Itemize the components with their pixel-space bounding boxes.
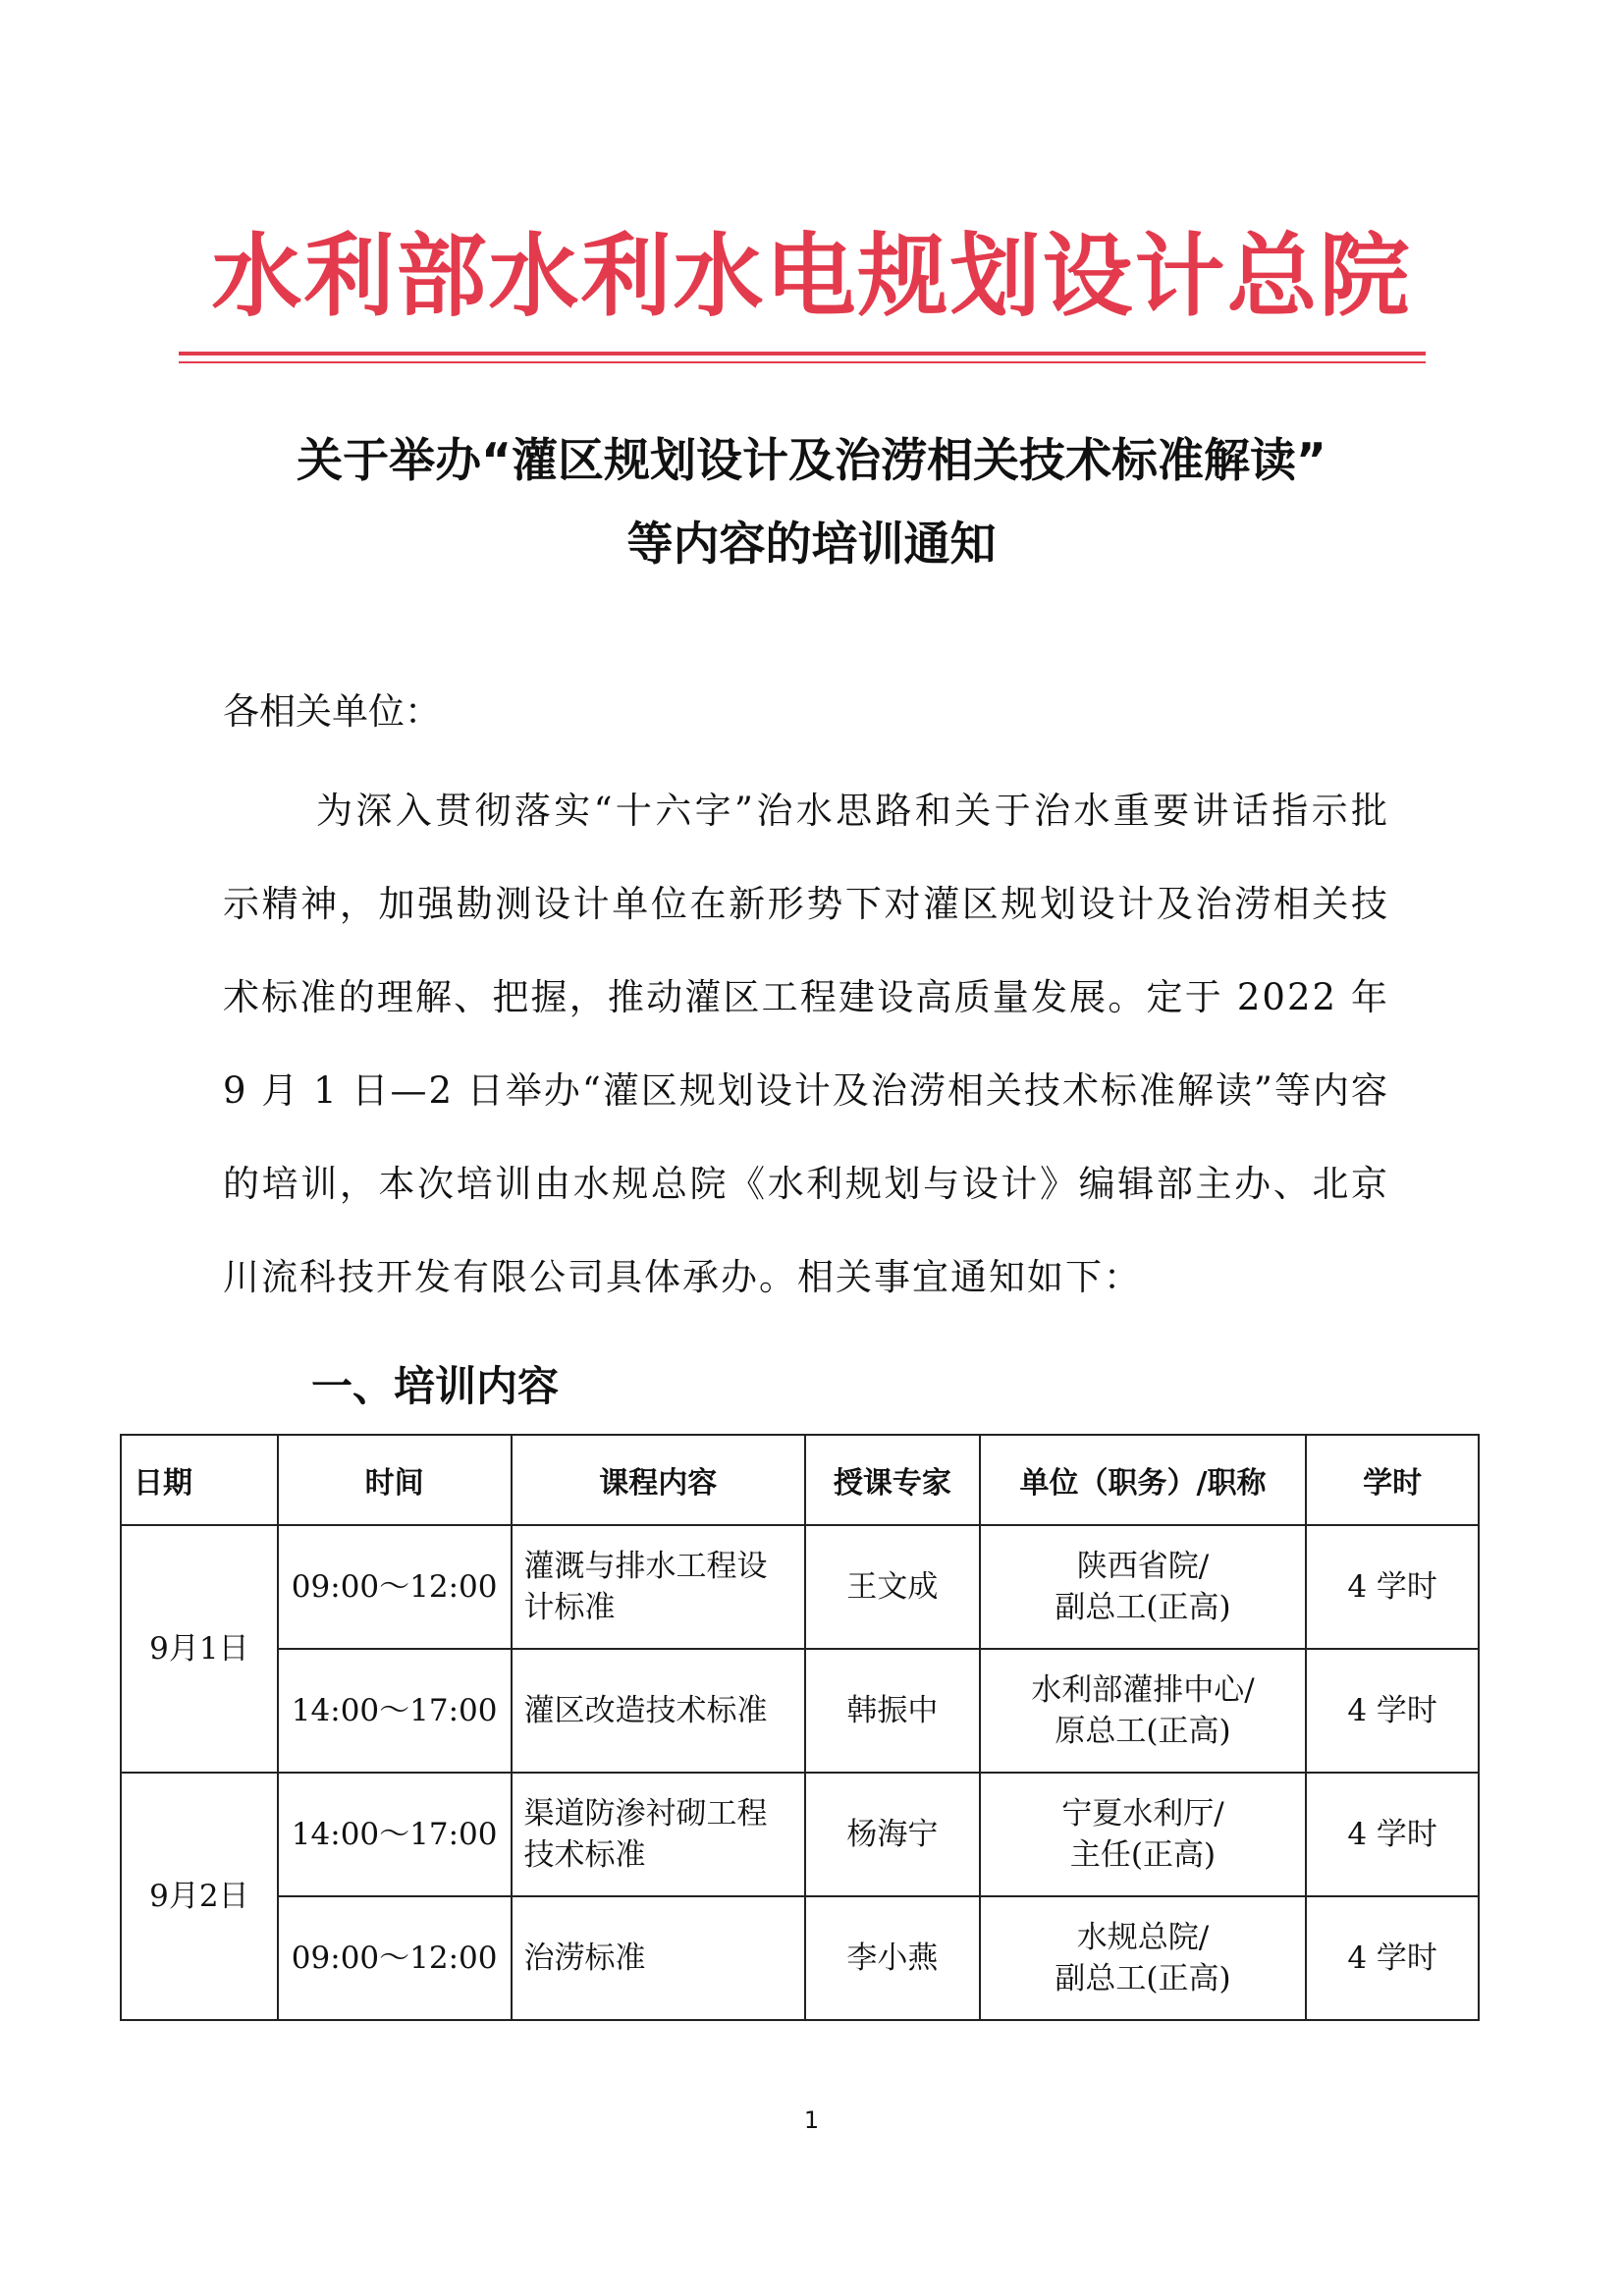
unit-line: 陕西省院/	[1076, 1549, 1210, 1584]
header-time: 时间	[278, 1435, 512, 1525]
content-cell: 灌区改造技术标准	[512, 1649, 805, 1773]
table-row	[121, 1649, 1479, 1773]
content-cell: 灌溉与排水工程设计标准	[512, 1525, 805, 1649]
table-row	[121, 1525, 1479, 1649]
time-cell: 09:00～12:00	[278, 1896, 512, 2020]
expert-cell: 韩振中	[805, 1649, 980, 1773]
table-row	[121, 1896, 1479, 2020]
content-cell: 渠道防渗衬砌工程技术标准	[512, 1773, 805, 1896]
title-line: 原总工(正高)	[1055, 1714, 1231, 1749]
unit-line: 水规总院/	[1076, 1920, 1210, 1955]
content-cell: 治涝标准	[512, 1896, 805, 2020]
unit-line: 宁夏水利厅/	[1061, 1796, 1224, 1831]
date-cell: 9月1日	[121, 1525, 278, 1773]
hours-cell: 4 学时	[1306, 1525, 1479, 1649]
unit-cell	[980, 1896, 1307, 2020]
hours-cell: 4 学时	[1306, 1773, 1479, 1896]
salutation: 各相关单位：	[223, 690, 441, 733]
time-cell: 09:00～12:00	[278, 1525, 512, 1649]
table-header-row	[121, 1435, 1479, 1525]
expert-cell: 李小燕	[805, 1896, 980, 2020]
unit-cell	[980, 1649, 1307, 1773]
expert-cell: 王文成	[805, 1525, 980, 1649]
letterhead-red-rule-thin	[179, 361, 1426, 363]
header-hours: 学时	[1306, 1435, 1479, 1525]
title-line: 主任(正高)	[1069, 1837, 1217, 1873]
training-schedule-table	[120, 1434, 1480, 2021]
letterhead-red-rule	[179, 352, 1426, 355]
time-cell: 14:00～17:00	[278, 1773, 512, 1896]
body-paragraph: 为深入贯彻落实“十六字”治水思路和关于治水重要讲话指示批示精神，加强勘测设计单位在新形势下对灌区规划设计及治涝相关技术标准的理解、把握，推动灌区工程建设高质量发展。定于 2022 年 9 月 1 日—2 日举办“灌区规划设计及治涝相关技术标准解读”等内容的培训，本次培训由水规总院《水利规划与设计》编辑部主办、北京川流科技开发有限公司具体承办。相关事宜通知如下：	[223, 790, 1389, 1298]
unit-cell	[980, 1773, 1307, 1896]
header-content: 课程内容	[512, 1435, 805, 1525]
date-cell: 9月2日	[121, 1773, 278, 2020]
header-expert: 授课专家	[805, 1435, 980, 1525]
header-date: 日期	[121, 1435, 278, 1525]
title-line: 副总工(正高)	[1055, 1590, 1231, 1625]
expert-cell: 杨海宁	[805, 1773, 980, 1896]
hours-cell: 4 学时	[1306, 1896, 1479, 2020]
hours-cell: 4 学时	[1306, 1649, 1479, 1773]
unit-line: 水利部灌排中心/	[1031, 1672, 1255, 1708]
page-number: 1	[803, 2106, 820, 2134]
unit-cell	[980, 1525, 1307, 1649]
notice-title-line1: 关于举办“灌区规划设计及治涝相关技术标准解读”	[297, 434, 1326, 488]
header-unit: 单位（职务）/职称	[980, 1435, 1307, 1525]
letterhead-org-name: 水利部水利水电规划设计总院	[211, 224, 1412, 329]
title-line: 副总工(正高)	[1055, 1961, 1231, 1996]
notice-title-line2: 等内容的培训通知	[626, 518, 997, 572]
section-heading-training-content: 一、培训内容	[311, 1362, 560, 1410]
table-row	[121, 1773, 1479, 1896]
time-cell: 14:00～17:00	[278, 1649, 512, 1773]
